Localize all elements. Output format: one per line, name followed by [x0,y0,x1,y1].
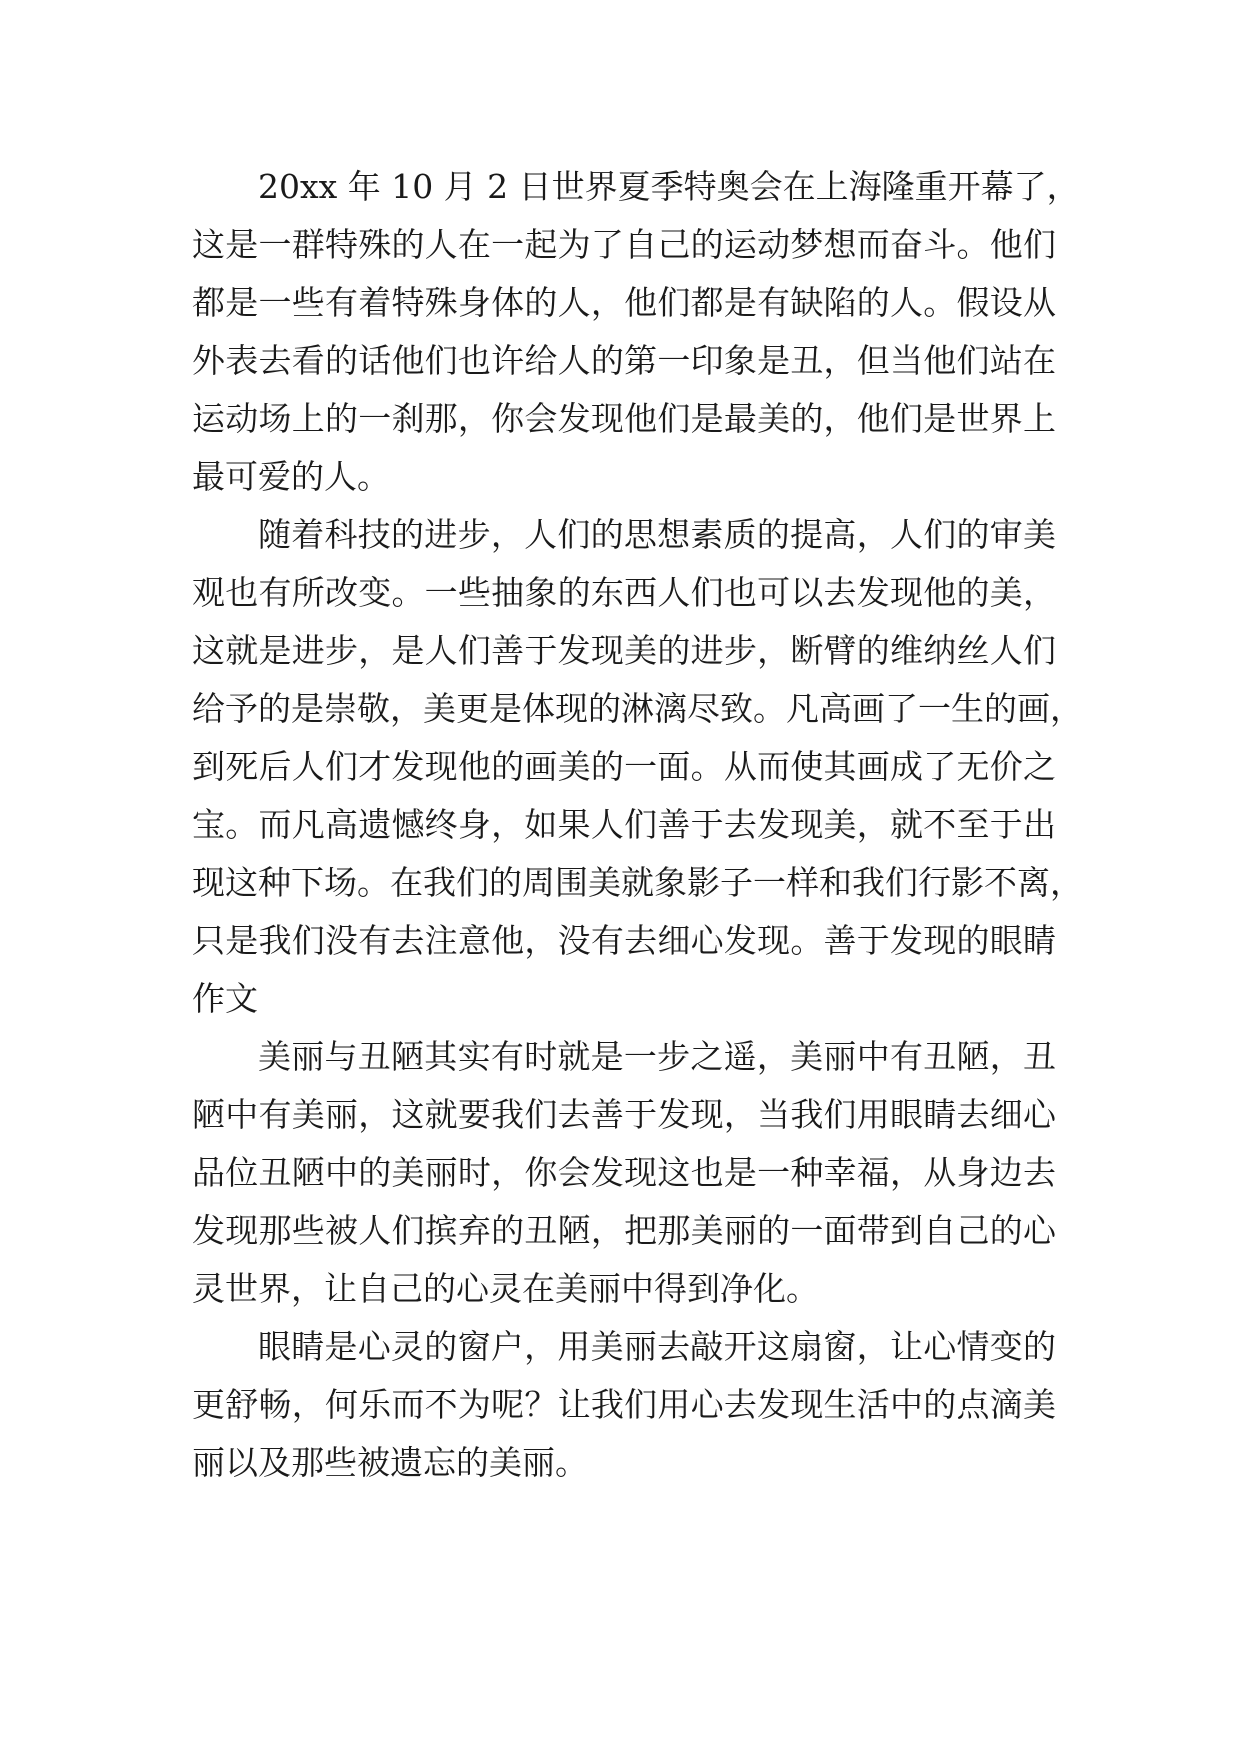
paragraph [192,1028,1056,1318]
text-line: 宝。而凡高遗憾终身，如果人们善于去发现美，就不至于出 [192,805,1056,844]
text-line: 这就是进步，是人们善于发现美的进步，断臂的维纳丝人们 [192,631,1056,670]
text-line: 都是一些有着特殊身体的人，他们都是有缺陷的人。假设从 [192,283,1056,322]
text-line: 现这种下场。在我们的周围美就象影子一样和我们行影不离， [192,863,1083,902]
text-line: 眼睛是心灵的窗户，用美丽去敲开这扇窗，让心情变的 [258,1327,1056,1366]
text-line: 丽以及那些被遗忘的美丽。 [192,1443,588,1482]
text-line: 20xx 年 10 月 2 日世界夏季特奥会在上海隆重开幕了， [258,167,1080,206]
text-line: 灵世界，让自己的心灵在美丽中得到净化。 [192,1269,819,1308]
paragraph [192,158,1080,506]
text-line: 运动场上的一刹那，你会发现他们是最美的，他们是世界上 [192,399,1056,438]
text-line: 只是我们没有去注意他，没有去细心发现。善于发现的眼睛 [192,921,1056,960]
text-line: 这是一群特殊的人在一起为了自己的运动梦想而奋斗。他们 [192,225,1056,264]
text-line: 给予的是崇敬，美更是体现的淋漓尽致。凡高画了一生的画， [192,689,1083,728]
text-line: 随着科技的进步，人们的思想素质的提高，人们的审美 [258,515,1056,554]
text-line: 发现那些被人们摈弃的丑陋，把那美丽的一面带到自己的心 [192,1211,1056,1250]
text-line: 更舒畅，何乐而不为呢？让我们用心去发现生活中的点滴美 [192,1385,1056,1424]
paragraph [192,1318,1056,1492]
text-line: 陋中有美丽，这就要我们去善于发现，当我们用眼睛去细心 [192,1095,1056,1134]
text-line: 观也有所改变。一些抽象的东西人们也可以去发现他的美， [192,573,1056,612]
text-line: 到死后人们才发现他的画美的一面。从而使其画成了无价之 [192,747,1056,786]
text-line: 外表去看的话他们也许给人的第一印象是丑，但当他们站在 [192,341,1056,380]
document-body [192,158,1083,1492]
text-line: 最可爱的人。 [192,457,390,496]
text-line: 美丽与丑陋其实有时就是一步之遥，美丽中有丑陋，丑 [258,1037,1056,1076]
text-line: 品位丑陋中的美丽时，你会发现这也是一种幸福，从身边去 [192,1153,1056,1192]
text-line: 作文 [192,979,258,1018]
paragraph [192,506,1083,1028]
